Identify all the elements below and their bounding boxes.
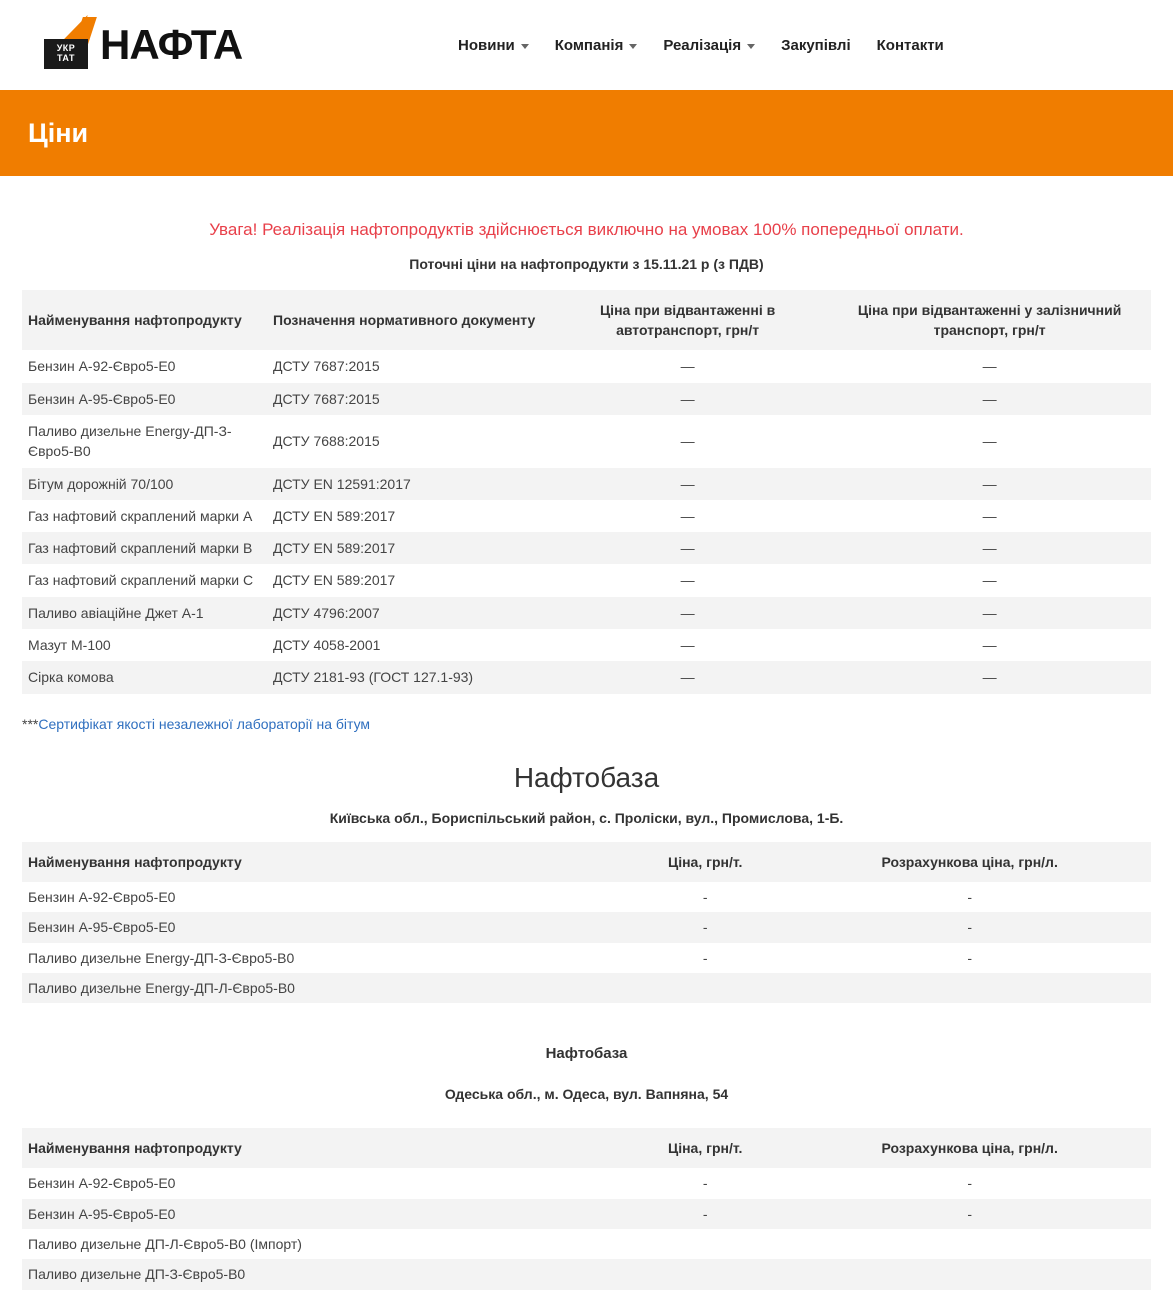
depot2-title: Нафтобаза [545, 1045, 628, 1063]
cell-standard-doc: ДСТУ EN 589:2017 [273, 540, 396, 557]
table-row [22, 973, 1151, 1003]
cell-price-road: — [680, 669, 695, 686]
cell-product-name: Бензин А-95-Євро5-Е0 [28, 1205, 176, 1222]
col-price-ton: Ціна, грн/т. [622, 842, 788, 882]
cell-price-rail: — [982, 540, 997, 557]
col-price-road: Ціна при відвантаженні в автотранспорт, грн/т [547, 290, 828, 351]
depot2-address: Одеська обл., м. Одеса, вул. Вапняна, 54 [444, 1086, 729, 1103]
table-row [22, 468, 1151, 500]
nav-item-company[interactable] [555, 37, 638, 54]
depot1-table-head [22, 842, 1151, 882]
cell-price-ton [622, 973, 788, 1003]
cell-price-liter: - [967, 919, 972, 936]
cell-product-name: Паливо дизельне Energy-ДП-Л-Євро5-В0 [28, 979, 295, 996]
cell-price-liter: - [967, 1175, 972, 1192]
col-price-liter: Розрахункова ціна, грн/л. [788, 842, 1151, 882]
col-price-liter: Розрахункова ціна, грн/л. [788, 1128, 1151, 1168]
cell-price-ton: - [702, 1175, 708, 1192]
cell-price-road: — [680, 604, 695, 621]
table-header-row [22, 1128, 1151, 1168]
table-row [22, 882, 1151, 912]
cell-price-road: — [680, 433, 695, 450]
nav-item-sales[interactable] [663, 37, 755, 54]
cell-product-name: Бензин А-95-Євро5-Е0 [28, 919, 176, 936]
col-product-name: Найменування нафтопродукту [22, 842, 622, 882]
table-row [22, 383, 1151, 415]
cell-product-name: Бітум дорожній 70/100 [28, 475, 174, 492]
table-row [22, 532, 1151, 564]
cell-standard-doc: ДСТУ EN 589:2017 [273, 507, 396, 524]
table-row [22, 661, 1151, 693]
cell-price-rail: — [982, 572, 997, 589]
cell-price-road: — [680, 358, 695, 375]
cell-price-road: — [680, 507, 695, 524]
main-navigation [458, 37, 944, 54]
logo-flame-icon [38, 15, 104, 75]
cell-standard-doc: ДСТУ 7688:2015 [273, 433, 380, 450]
logo-wordmark: НАФТА [100, 21, 243, 68]
depot2-price-table [22, 1128, 1151, 1289]
chevron-down-icon [521, 44, 529, 49]
cell-price-liter: - [967, 888, 972, 905]
col-standard-doc: Позначення нормативного документу [267, 290, 547, 351]
cell-product-name: Мазут М-100 [28, 637, 111, 654]
cell-product-name: Бензин А-92-Євро5-Е0 [28, 888, 176, 905]
main-price-table-head [22, 290, 1151, 351]
cell-product-name: Газ нафтовий скраплений марки С [28, 572, 254, 589]
cell-product-name: Бензин А-92-Євро5-Е0 [28, 358, 176, 375]
table-row [22, 597, 1151, 629]
cell-product-name: Газ нафтовий скраплений марки В [28, 540, 253, 557]
price-date-subnotice: Поточні ціни на нафтопродукти з 15.11.21 р (з ПДВ) [409, 255, 764, 272]
cell-price-rail: — [982, 433, 997, 450]
main-price-table-body [22, 350, 1151, 693]
table-header-row [22, 842, 1151, 882]
logo-badge [44, 39, 88, 69]
cell-price-liter [788, 1259, 1151, 1289]
col-product-name: Найменування нафтопродукту [22, 1128, 622, 1168]
cell-product-name: Паливо дизельне Energy-ДП-З-Євро5-В0 [28, 422, 232, 460]
depot1-title: Нафтобаза [513, 761, 660, 793]
certificate-line [22, 716, 1151, 732]
table-row [22, 564, 1151, 596]
cell-price-ton [622, 1229, 788, 1259]
cell-product-name: Бензин А-92-Євро5-Е0 [28, 1175, 176, 1192]
cell-price-liter [788, 1229, 1151, 1259]
depot1-address: Київська обл., Бориспільський район, с. Проліски, вул., Промислова, 1-Б. [329, 809, 844, 826]
nav-item-company-label: Компанія [554, 36, 624, 54]
depot2-table-body [22, 1168, 1151, 1289]
cell-standard-doc: ДСТУ 2181-93 (ГОСТ 127.1-93) [273, 669, 474, 686]
cell-price-rail: — [982, 358, 997, 375]
cell-price-liter: - [967, 1205, 972, 1222]
cell-price-rail: — [982, 390, 997, 407]
cell-standard-doc: ДСТУ 4058-2001 [273, 637, 381, 654]
logo-badge-line1: УКР [56, 43, 76, 53]
table-row [22, 943, 1151, 973]
page-title-band [0, 90, 1173, 176]
col-price-rail: Ціна при відвантаженні у залізничний транспорт, грн/т [828, 290, 1151, 351]
cell-price-ton: - [702, 949, 708, 966]
table-row [22, 1229, 1151, 1259]
cell-product-name: Сірка комова [28, 669, 114, 686]
depot1-price-table [22, 842, 1151, 1003]
cell-standard-doc: ДСТУ 7687:2015 [273, 358, 380, 375]
cell-product-name: Паливо дизельне ДП-Л-Євро5-В0 (Імпорт) [28, 1236, 302, 1253]
depot2-table-head [22, 1128, 1151, 1168]
nav-item-sales-label: Реалізація [663, 36, 742, 54]
cell-product-name: Паливо авіаційне Джет А-1 [28, 604, 204, 621]
table-row [22, 629, 1151, 661]
cell-price-ton: - [702, 919, 708, 936]
cell-product-name: Газ нафтовий скраплений марки А [28, 507, 253, 524]
cell-price-ton [622, 1259, 788, 1289]
cell-price-ton: - [702, 1205, 708, 1222]
nav-item-procurement[interactable] [781, 37, 851, 54]
table-row [22, 1168, 1151, 1198]
cell-product-name: Паливо дизельне Energy-ДП-З-Євро5-В0 [28, 949, 295, 966]
cell-price-road: — [680, 637, 695, 654]
cell-price-rail: — [982, 669, 997, 686]
main-content [0, 218, 1173, 1290]
depot1-table-body [22, 882, 1151, 1003]
cell-price-road: — [680, 390, 695, 407]
nav-item-news[interactable] [458, 37, 529, 54]
table-row [22, 1259, 1151, 1289]
cell-price-road: — [680, 572, 695, 589]
table-header-row [22, 290, 1151, 351]
cell-standard-doc: ДСТУ EN 589:2017 [273, 572, 396, 589]
certificate-prefix: *** [22, 715, 39, 732]
cell-standard-doc: ДСТУ 4796:2007 [273, 604, 380, 621]
table-row [22, 415, 1151, 468]
site-logo[interactable] [38, 15, 268, 75]
col-product-name: Найменування нафтопродукту [22, 290, 267, 351]
nav-item-contacts-label: Контакти [876, 36, 944, 54]
cell-product-name: Бензин А-95-Євро5-Е0 [28, 390, 176, 407]
table-row [22, 1199, 1151, 1229]
cell-price-rail: — [982, 604, 997, 621]
cell-price-liter: - [967, 949, 972, 966]
cell-price-rail: — [982, 475, 997, 492]
chevron-down-icon [629, 44, 637, 49]
cell-price-ton: - [702, 888, 708, 905]
cell-standard-doc: ДСТУ 7687:2015 [273, 390, 380, 407]
main-price-table [22, 290, 1151, 694]
table-row [22, 500, 1151, 532]
prepayment-notice: Увага! Реалізація нафтопродуктів здійснюється виключно на умовах 100% попередньої оплати. [209, 220, 964, 239]
nav-item-contacts[interactable] [877, 37, 944, 54]
cell-price-road: — [680, 540, 695, 557]
cell-price-liter [788, 973, 1151, 1003]
table-row [22, 912, 1151, 942]
col-price-ton: Ціна, грн/т. [622, 1128, 788, 1168]
certificate-link[interactable]: Сертифікат якості незалежної лабораторії на бітум [38, 715, 371, 732]
cell-price-rail: — [982, 507, 997, 524]
nav-item-news-label: Новини [458, 36, 515, 54]
cell-price-road: — [680, 475, 695, 492]
page-title: Ціни [28, 117, 89, 148]
nav-item-procurement-label: Закупівлі [781, 36, 851, 54]
chevron-down-icon [747, 44, 755, 49]
site-header [0, 0, 1173, 90]
cell-standard-doc: ДСТУ EN 12591:2017 [273, 475, 411, 492]
table-row [22, 350, 1151, 382]
cell-price-rail: — [982, 637, 997, 654]
cell-product-name: Паливо дизельне ДП-З-Євро5-В0 [28, 1266, 246, 1283]
logo-badge-line2: ТАТ [57, 53, 75, 63]
